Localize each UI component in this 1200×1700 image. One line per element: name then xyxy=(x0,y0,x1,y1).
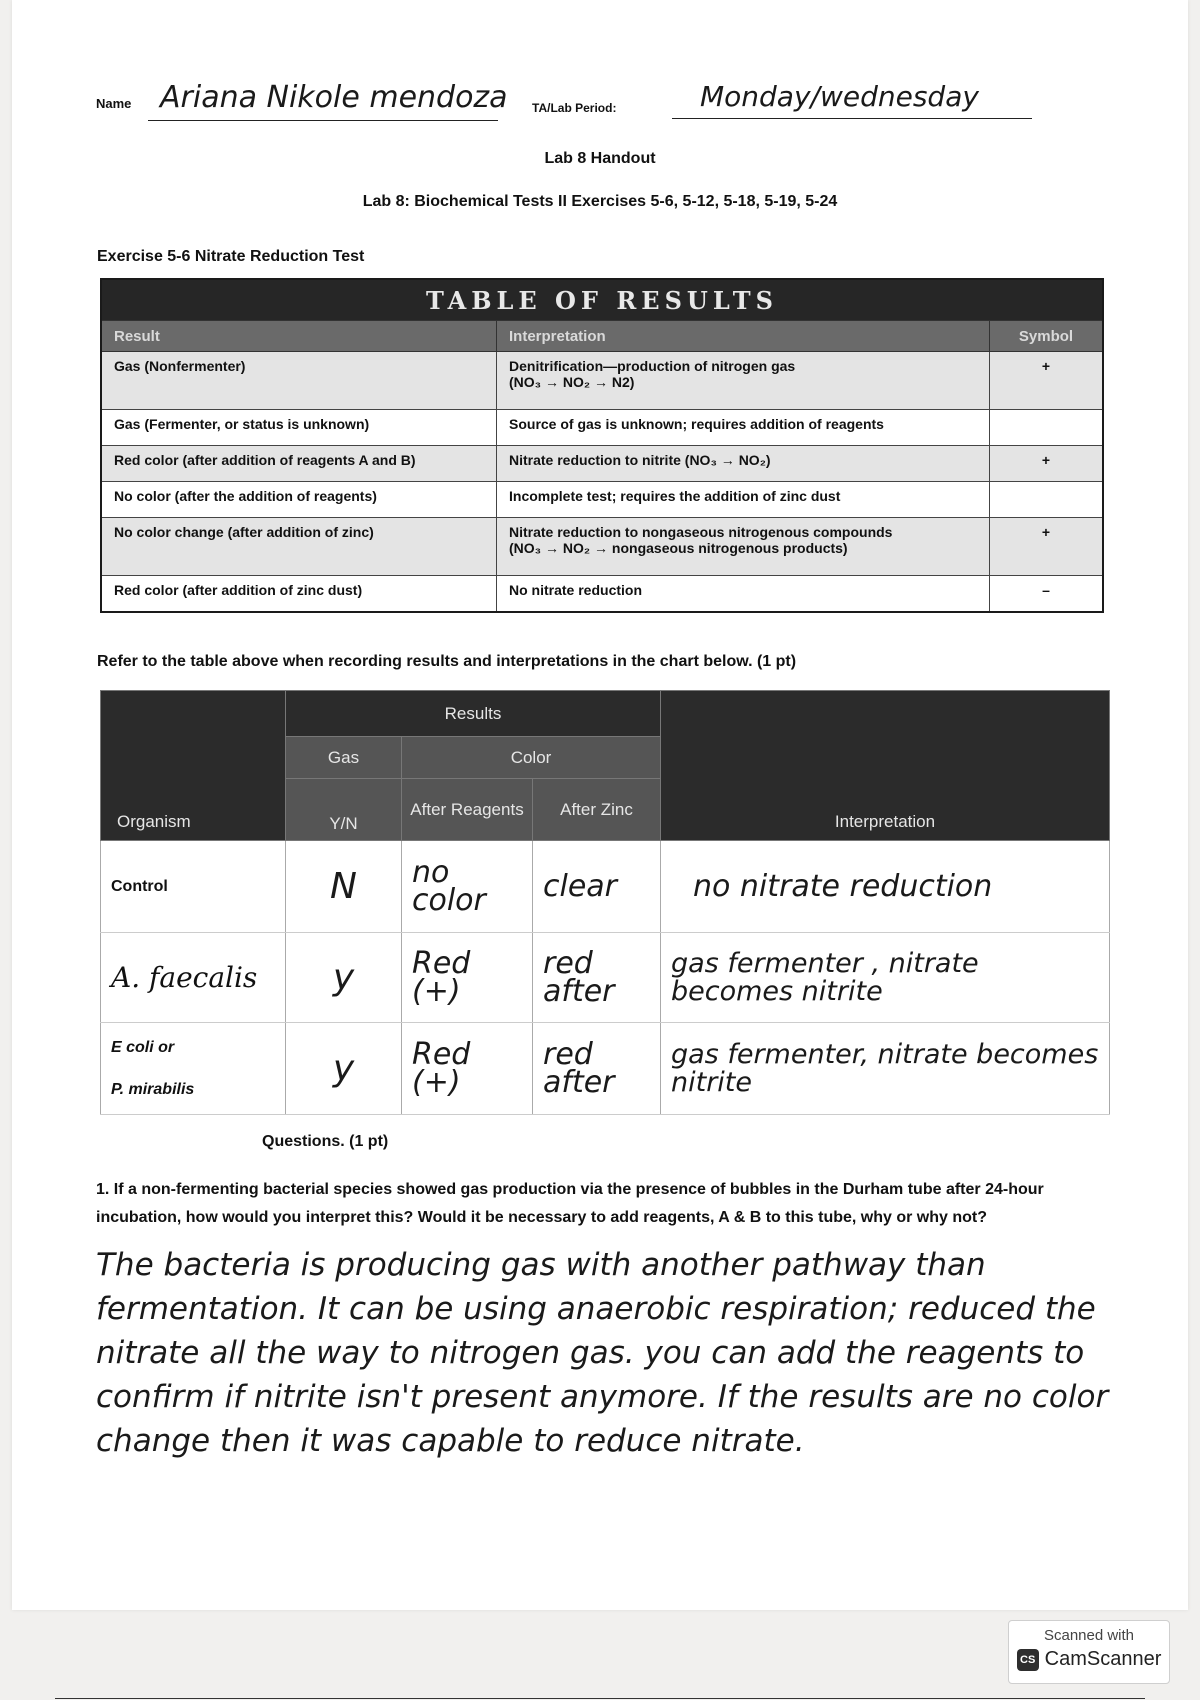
interpretation-cell: Incomplete test; requires the addition of zinc dust xyxy=(497,482,990,518)
name-underline xyxy=(148,120,498,121)
symbol-cell: – xyxy=(990,576,1104,612)
interpretation-cell: gas fermenter, nitrate becomes nitrite xyxy=(661,1023,1110,1115)
camscanner-icon: CS xyxy=(1017,1649,1039,1671)
column-header-results: Results xyxy=(286,691,661,737)
name-label: Name xyxy=(96,96,132,111)
organism-line: E coli or xyxy=(111,1038,175,1056)
table-row xyxy=(101,576,1103,612)
gas-cell: N xyxy=(286,841,402,933)
result-cell: No color (after the addition of reagents) xyxy=(101,482,497,518)
table-row xyxy=(101,352,1103,410)
lab-title: Lab 8: Biochemical Tests II Exercises 5-6, 5-12, 5-18, 5-19, 5-24 xyxy=(362,193,838,210)
name-value: Ariana Nikole mendoza xyxy=(160,80,508,115)
ta-lab-period-underline xyxy=(672,118,1032,119)
column-header-interpretation: Interpretation xyxy=(661,691,1110,841)
camscanner-badge xyxy=(1008,1620,1170,1684)
recording-chart xyxy=(100,690,1110,1115)
table-row xyxy=(101,1023,1110,1115)
table-row xyxy=(101,482,1103,518)
interpretation-cell: gas fermenter , nitrate becomes nitrite xyxy=(661,933,1110,1023)
after-reagents-cell: Red (+) xyxy=(402,1023,533,1115)
column-header-interpretation: Interpretation xyxy=(497,321,990,352)
column-header-yn: Y/N xyxy=(286,779,402,841)
table-title: TABLE OF RESULTS xyxy=(101,279,1103,321)
column-header-after-reagents: After Reagents xyxy=(402,779,533,841)
column-header-after-zinc: After Zinc xyxy=(533,779,661,841)
table-row xyxy=(101,410,1103,446)
organism-cell: A. faecalis xyxy=(101,933,286,1023)
result-cell: Red color (after addition of reagents A and B) xyxy=(101,446,497,482)
column-header-result: Result xyxy=(101,321,497,352)
interpretation-cell xyxy=(497,352,990,410)
table-row xyxy=(101,841,1110,933)
camscanner-name: CamScanner xyxy=(1044,1648,1162,1670)
column-header-color: Color xyxy=(402,737,661,779)
bottom-rule xyxy=(55,1698,1145,1699)
symbol-cell: + xyxy=(990,352,1104,410)
answer-1: The bacteria is producing gas with another pathway than fermentation. It can be using anaerobic respiration; reduced the nitrate all the way to nitrogen gas. you can add the reagents to confirm if nitrite isn't present anymore. If the results are no color change then it was capable to reduce nitrate. xyxy=(96,1247,1109,1459)
interpretation-line: Nitrate reduction to nongaseous nitrogenous compounds xyxy=(509,524,893,540)
interpretation-line: Denitrification—production of nitrogen gas xyxy=(509,358,796,374)
result-cell: Gas (Nonfermenter) xyxy=(101,352,497,410)
after-reagents-cell: Red (+) xyxy=(402,933,533,1023)
after-zinc-cell: red after xyxy=(533,1023,661,1115)
symbol-cell: + xyxy=(990,446,1104,482)
organism-cell: Control xyxy=(101,841,286,933)
result-cell: Red color (after addition of zinc dust) xyxy=(101,576,497,612)
results-reference-table xyxy=(100,278,1104,613)
ta-lab-period-value: Monday/wednesday xyxy=(700,80,979,113)
interpretation-line: (NO₃ → NO₂ → N2) xyxy=(509,374,635,390)
column-header-symbol: Symbol xyxy=(990,321,1104,352)
handout-title: Lab 8 Handout xyxy=(544,150,656,167)
table-row xyxy=(101,933,1110,1023)
camscanner-logo xyxy=(1017,1648,1162,1671)
column-header-gas: Gas xyxy=(286,737,402,779)
question-1: 1. If a non-fermenting bacterial species showed gas production via the presence of bubbles in the Durham tube after 24-hour incubation, how would you interpret this? Would it be necessary to add reagents, A & B to this tube, why or why not? xyxy=(96,1181,1044,1226)
interpretation-cell: no nitrate reduction xyxy=(661,841,1110,933)
refer-instruction: Refer to the table above when recording results and interpretations in the chart below. (1 pt) xyxy=(97,653,797,670)
interpretation-cell: Nitrate reduction to nitrite (NO₃ → NO₂) xyxy=(497,446,990,482)
after-zinc-cell: clear xyxy=(533,841,661,933)
after-zinc-cell: red after xyxy=(533,933,661,1023)
symbol-cell: + xyxy=(990,518,1104,576)
organism-cell xyxy=(101,1023,286,1115)
gas-cell: y xyxy=(286,933,402,1023)
result-cell: No color change (after addition of zinc) xyxy=(101,518,497,576)
questions-heading: Questions. (1 pt) xyxy=(262,1133,389,1150)
symbol-cell xyxy=(990,410,1104,446)
interpretation-cell: No nitrate reduction xyxy=(497,576,990,612)
scanned-with-text: Scanned with xyxy=(1043,1627,1135,1644)
interpretation-line: (NO₃ → NO₂ → nongaseous nitrogenous products) xyxy=(509,540,848,556)
symbol-cell xyxy=(990,482,1104,518)
gas-cell: y xyxy=(286,1023,402,1115)
table-row xyxy=(101,446,1103,482)
ta-lab-period-label: TA/Lab Period: xyxy=(532,101,617,115)
column-header-organism: Organism xyxy=(101,691,286,841)
interpretation-cell: Source of gas is unknown; requires addition of reagents xyxy=(497,410,990,446)
after-reagents-cell: no color xyxy=(402,841,533,933)
exercise-title: Exercise 5-6 Nitrate Reduction Test xyxy=(97,248,365,265)
result-cell: Gas (Fermenter, or status is unknown) xyxy=(101,410,497,446)
table-row xyxy=(101,518,1103,576)
organism-line: P. mirabilis xyxy=(111,1080,195,1098)
interpretation-cell xyxy=(497,518,990,576)
